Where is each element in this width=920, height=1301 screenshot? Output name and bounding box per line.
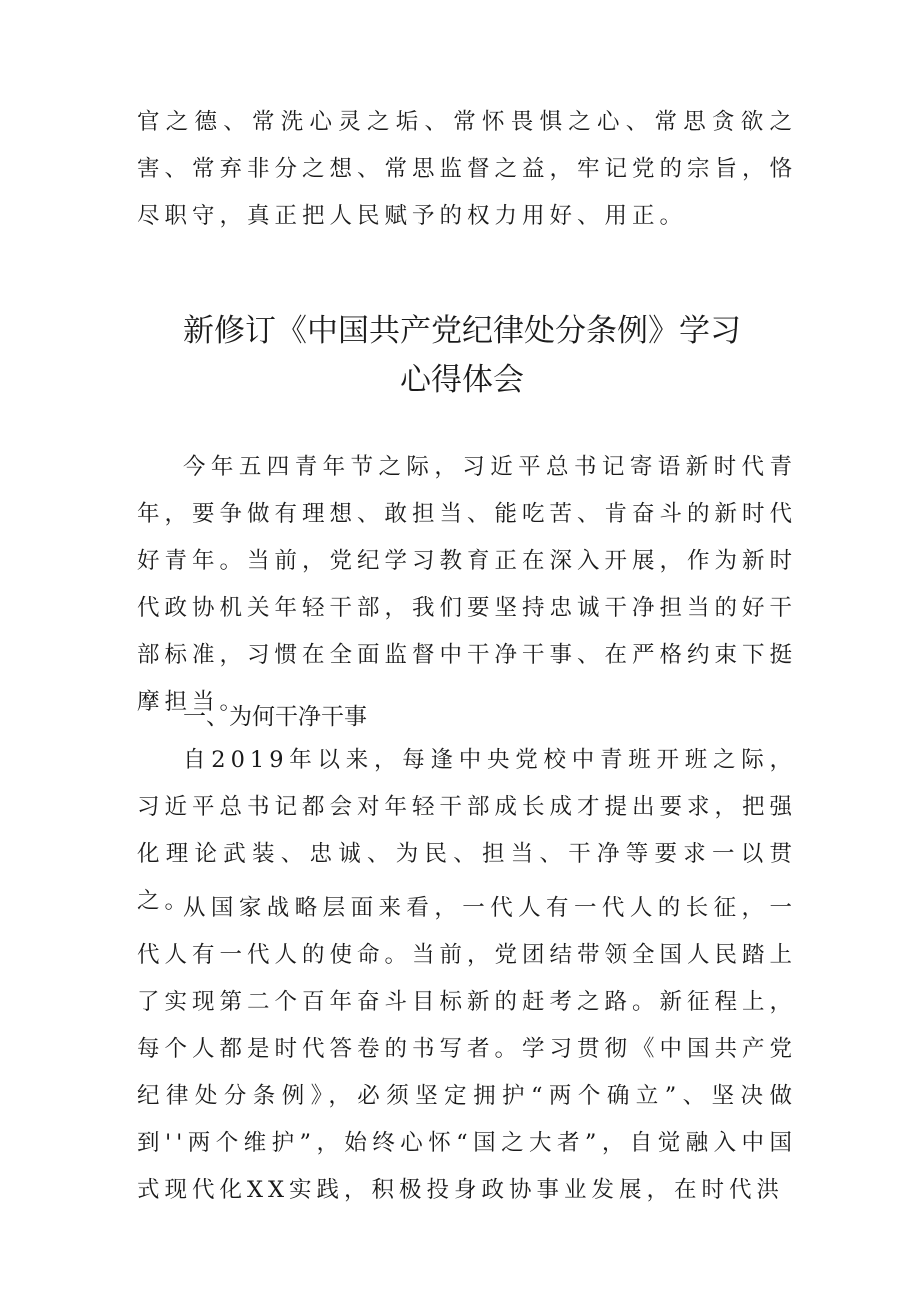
intro-paragraph: 今年五四青年节之际，习近平总书记寄语新时代青年，要争做有理想、敢担当、能吃苦、肯奋斗的新时代好青年。当前，党纪学习教育正在深入开展，作为新时代政协机关年轻干部，我们要坚持忠诚干净担当的好干部标准，习惯在全面监督中干净干事、在严格约束下挺摩担当。 bbox=[137, 454, 798, 715]
document-title-line-1: 新修订《中国共产党纪律处分条例》学习 bbox=[183, 313, 741, 349]
continuation-paragraph: 官之德、常洗心灵之垢、常怀畏惧之心、常思贪欲之害、常弃非分之想、常思监督之益，牢记党的宗旨，恪尽职守，真正把人民赋予的权力用好、用正。 bbox=[137, 109, 798, 229]
section-paragraph: 自2019年以来，每逢中央党校中青班开班之际，习近平总书记都会对年轻干部成长成才提出要求，把强化理论武装、忠诚、为民、担当、干净等要求一以贯之。 bbox=[137, 747, 798, 914]
document-title-line-2: 心得体会 bbox=[400, 362, 524, 398]
section-paragraph: 从国家战略层面来看，一代人有一代人的长征，一代人有一代人的使命。当前，党团结带领全国人民踏上了实现第二个百年奋斗目标新的赶考之路。新征程上，每个人都是时代答卷的书写者。学习贯彻《中国共产党纪律处分条例》，必须坚定拥护“两个确立”、坚决做到''两个维护”，始终心怀“国之大者”，自觉融入中国式现代化XX实践，积极投身政协事业发展，在时代洪 bbox=[137, 895, 798, 1203]
section-heading: 一、为何干净干事 bbox=[183, 704, 367, 730]
